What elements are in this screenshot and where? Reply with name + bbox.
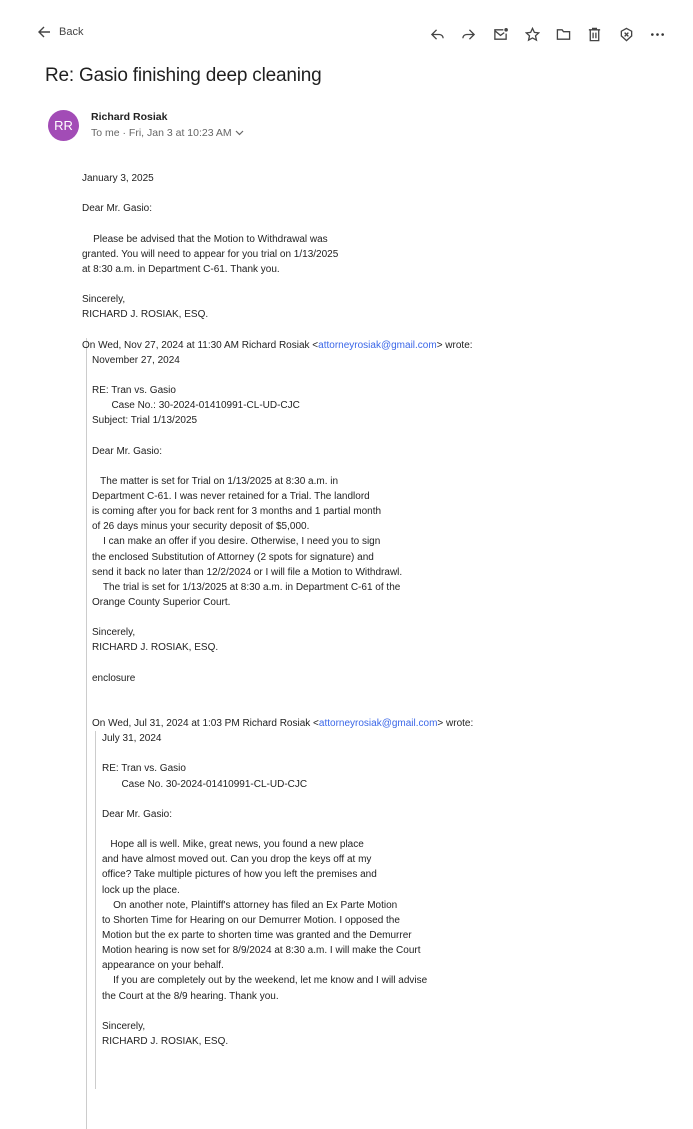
text-line (92, 459, 642, 474)
text-line: Case No. 30-2024-01410991-CL-UD-CJC (102, 778, 308, 790)
text-line: January 3, 2025 (82, 173, 154, 184)
text-line: RE: Tran vs. Gasio (92, 384, 176, 396)
text-line: send it back no later than 12/2/2024 or I will file a Motion to Withdrawl. (92, 566, 403, 578)
text-line (92, 701, 642, 716)
text-line: RICHARD J. ROSIAK, ESQ. (82, 309, 209, 321)
shield-x-icon (619, 27, 634, 42)
forward-button[interactable] (459, 25, 477, 43)
reply-button[interactable] (428, 25, 446, 43)
text-line: Sincerely, (92, 627, 136, 639)
recipient-details-toggle[interactable] (91, 127, 244, 139)
text-line: Orange County Superior Court. (92, 596, 231, 608)
mark-unread-button[interactable] (491, 25, 509, 43)
text-line: and have almost moved out. Can you drop the keys off at my (102, 854, 372, 866)
quote-header (82, 338, 642, 353)
quote-header-suffix: > wrote: (436, 339, 473, 351)
text-line (102, 822, 642, 837)
trash-icon (587, 27, 602, 42)
text-line: RICHARD J. ROSIAK, ESQ. (92, 642, 219, 654)
text-line: RE: Tran vs. Gasio (102, 763, 186, 775)
more-button[interactable] (648, 25, 666, 43)
text-line: Subject: Trial 1/13/2025 (92, 415, 198, 427)
text-line (102, 746, 642, 761)
back-label: Back (59, 26, 84, 38)
text-line: Motion hearing is now set for 8/9/2024 at 8:30 a.m. I will make the Court (102, 945, 421, 957)
text-line: at 8:30 a.m. in Department C-61. Thank you. (82, 263, 280, 275)
text-line: the enclosed Substitution of Attorney (2 spots for signature) and (92, 551, 374, 563)
text-line: Department C-61. I was never retained for a Trial. The landlord (92, 490, 370, 502)
quoted-message-jul-31 (95, 731, 642, 1089)
email-subject: Re: Gasio finishing deep cleaning (45, 65, 322, 86)
text-line (82, 216, 642, 231)
text-line (82, 277, 642, 292)
text-line: the Court at the 8/9 hearing. Thank you. (102, 990, 279, 1002)
text-line: If you are completely out by the weekend, let me know and I will advise (102, 975, 428, 987)
text-line (92, 656, 642, 671)
text-line (102, 792, 642, 807)
email-toolbar (0, 25, 693, 43)
more-horizontal-icon (650, 27, 665, 42)
email-body (82, 171, 642, 1129)
text-line: Sincerely, (82, 294, 126, 306)
text-line: granted. You will need to appear for you trial on 1/13/2025 (82, 248, 339, 260)
text-line: I can make an offer if you desire. Otherwise, I need you to sign (92, 536, 381, 548)
text-line (92, 686, 642, 701)
quote-header-text: On Wed, Jul 31, 2024 at 1:03 PM Richard Rosiak < (92, 718, 319, 730)
text-line: Hope all is well. Mike, great news, you found a new place (102, 839, 364, 851)
text-line: Dear Mr. Gasio: (102, 808, 173, 820)
text-line: The matter is set for Trial on 1/13/2025 at 8:30 a.m. in (92, 475, 339, 487)
quote-header-text: On Wed, Nov 27, 2024 at 11:30 AM Richard Rosiak < (82, 339, 319, 351)
text-line: appearance on your behalf. (102, 960, 224, 972)
text-line: lock up the place. (102, 884, 180, 896)
text-line (92, 610, 642, 625)
sender-name[interactable]: Richard Rosiak (91, 111, 168, 123)
quoted-message-nov-27 (82, 338, 642, 1129)
text-line: to Shorten Time for Hearing on our Demurrer Motion. I opposed the (102, 914, 400, 926)
sender-email-link[interactable]: attorneyrosiak@gmail.com (318, 718, 438, 730)
spam-button[interactable] (617, 25, 635, 43)
quote-header (92, 716, 642, 731)
quote-header-suffix: > wrote: (437, 718, 474, 730)
text-line: Case No.: 30-2024-01410991-CL-UD-CJC (92, 400, 300, 412)
chevron-down-icon (235, 130, 244, 136)
text-line: November 27, 2024 (92, 354, 180, 366)
text-line: On another note, Plaintiff's attorney has filed an Ex Parte Motion (102, 899, 398, 911)
text-line: Please be advised that the Motion to Withdrawal was (82, 233, 328, 245)
message-text (82, 171, 642, 338)
text-line (102, 1004, 642, 1019)
email-meta: To me · Fri, Jan 3 at 10:23 AM (91, 127, 232, 139)
text-line: RICHARD J. ROSIAK, ESQ. (102, 1036, 229, 1048)
text-line: of 26 days minus your security deposit of $5,000. (92, 521, 310, 533)
text-line: The trial is set for 1/13/2025 at 8:30 a.m. in Department C-61 of the (92, 581, 401, 593)
text-line: Motion but the ex parte to shorten time was granted and the Demurrer (102, 930, 412, 942)
text-line (82, 322, 642, 337)
text-line (82, 186, 642, 201)
star-icon (525, 27, 540, 42)
text-line: July 31, 2024 (102, 733, 162, 745)
move-to-folder-button[interactable] (554, 25, 572, 43)
text-line: Sincerely, (102, 1020, 146, 1032)
mail-unread-icon (493, 27, 508, 42)
reply-icon (430, 27, 445, 42)
star-button[interactable] (523, 25, 541, 43)
forward-icon (461, 27, 476, 42)
text-line: Dear Mr. Gasio: (82, 203, 153, 215)
text-line: enclosure (92, 672, 136, 684)
text-line: is coming after you for back rent for 3 months and 1 partial month (92, 506, 382, 518)
sender-email-link[interactable]: attorneyrosiak@gmail.com (318, 339, 437, 351)
folder-icon (556, 27, 571, 42)
avatar: RR (48, 110, 79, 141)
delete-button[interactable] (585, 25, 603, 43)
text-line: Dear Mr. Gasio: (92, 445, 163, 457)
text-line (92, 368, 642, 383)
text-line (92, 428, 642, 443)
text-line: office? Take multiple pictures of how you left the premises and (102, 869, 377, 881)
